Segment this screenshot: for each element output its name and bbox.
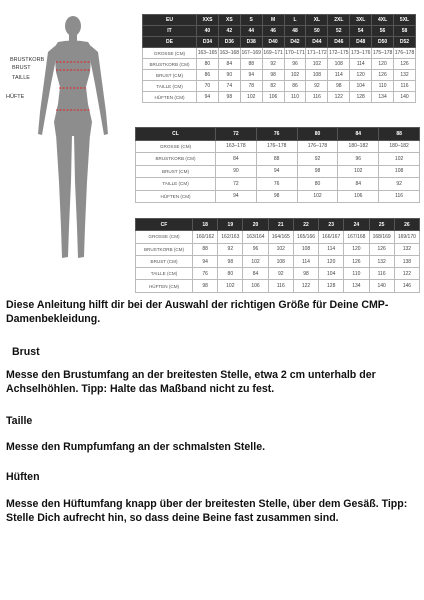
size-table-eu-row — [143, 59, 416, 70]
size-table-eu-header-cell: D44 — [306, 37, 328, 48]
size-table-eu-cell: 175–178 — [372, 48, 394, 59]
size-table-cf-cell: 122 — [293, 280, 318, 292]
size-table-cf-cell: 104 — [319, 268, 344, 280]
size-table-cf-cell: 114 — [293, 255, 318, 267]
size-table-eu-cell: 140 — [394, 92, 416, 103]
size-table-cf-cell: 92 — [218, 243, 243, 255]
size-table-eu-cell: 172–175 — [328, 48, 350, 59]
size-table-eu-cell: 114 — [328, 70, 350, 81]
size-table-eu-cell: 70 — [197, 81, 219, 92]
size-table-eu-header-cell: 44 — [240, 26, 262, 37]
size-table-eu-header-cell: XS — [218, 15, 240, 26]
size-table-cl-row — [136, 165, 420, 178]
size-table-cl-cell: 92 — [297, 153, 338, 166]
size-table-eu-row-label: BRUST (CM) — [143, 70, 197, 81]
size-table-eu-cell: 110 — [372, 81, 394, 92]
size-table-cl-row — [136, 190, 420, 203]
size-table-eu-cell: 86 — [197, 70, 219, 81]
brust-heading: Brust — [12, 346, 40, 358]
size-table-cf-cell: 140 — [369, 280, 394, 292]
size-table-cf-cell: 165/166 — [293, 231, 318, 243]
size-table-cf-cell: 92 — [268, 268, 293, 280]
size-table-cf-cell: 120 — [319, 255, 344, 267]
size-table-eu-cell: 132 — [394, 70, 416, 81]
size-table-eu-header-cell: 52 — [328, 26, 350, 37]
size-table-cl-cell: 94 — [216, 190, 257, 203]
size-table-eu-header-cell: L — [284, 15, 306, 26]
size-table-eu-cell: 98 — [328, 81, 350, 92]
size-table-eu-row-label: GROSSE (CM) — [143, 48, 197, 59]
size-table-eu-header-cell: 42 — [218, 26, 240, 37]
size-table-cf-cell: 102 — [268, 243, 293, 255]
size-table-eu-row — [143, 81, 416, 92]
size-table-eu-cell: 120 — [350, 70, 372, 81]
size-table-eu-header-cell: D42 — [284, 37, 306, 48]
body-measurement-figure — [6, 12, 128, 272]
size-table-cf-cell: 134 — [344, 280, 369, 292]
size-table-eu-cell: 163–165 — [197, 48, 219, 59]
size-table-eu-cell: 108 — [306, 70, 328, 81]
size-table-cf-cell: 108 — [268, 255, 293, 267]
size-table-eu-cell: 90 — [218, 70, 240, 81]
size-table-cl-header-cell: 88 — [379, 128, 420, 141]
size-table-eu-cell: 92 — [262, 59, 284, 70]
size-table-eu-cell: 74 — [218, 81, 240, 92]
size-table-cf-cell: 160/162 — [193, 231, 218, 243]
size-table-eu-header-cell: 48 — [284, 26, 306, 37]
size-table-cf-row-label: GROSSE (CM) — [136, 231, 193, 243]
size-table-cf-row — [136, 243, 420, 255]
size-table-eu-row — [143, 48, 416, 59]
size-table-cf-header-cell: CF — [136, 219, 193, 231]
size-table-cf-row — [136, 231, 420, 243]
taille-text: Messe den Rumpfumfang an der schmalsten Stelle. — [6, 441, 266, 453]
size-table-eu-header-cell: D38 — [240, 37, 262, 48]
size-table-eu-cell: 82 — [262, 81, 284, 92]
size-table-cf-row-label: BRUST (CM) — [136, 255, 193, 267]
size-table-cf-cell: 146 — [394, 280, 419, 292]
size-table-cf-row-label: TAILLE (CM) — [136, 268, 193, 280]
size-table-cl-cell: 102 — [297, 190, 338, 203]
female-silhouette-icon — [18, 12, 128, 272]
size-table-cl-row — [136, 140, 420, 153]
size-table-eu — [142, 14, 416, 103]
taille-heading: Taille — [6, 415, 33, 427]
size-table-cf-cell: 114 — [319, 243, 344, 255]
size-table-eu-cell: 102 — [306, 59, 328, 70]
size-table-eu-header-row — [143, 15, 416, 26]
size-table-eu-cell: 116 — [306, 92, 328, 103]
size-table-eu-cell: 169–171 — [262, 48, 284, 59]
size-table-eu-cell: 171–172 — [306, 48, 328, 59]
size-table-cl-cell: 84 — [216, 153, 257, 166]
size-table-cf-cell: 80 — [218, 268, 243, 280]
size-table-cf-cell: 106 — [243, 280, 268, 292]
size-table-eu-header-cell: D34 — [197, 37, 219, 48]
size-table-cf-header-row — [136, 219, 420, 231]
size-table-eu-cell: 80 — [197, 59, 219, 70]
size-table-cl-cell: 90 — [216, 165, 257, 178]
size-table-cl-cell: 76 — [256, 178, 297, 191]
size-table-cf-cell: 84 — [243, 268, 268, 280]
size-table-cl-row-label: TAILLE (CM) — [136, 178, 216, 191]
size-table-cf-cell: 94 — [193, 255, 218, 267]
size-table-cl-cell: 96 — [338, 153, 379, 166]
size-table-cf-row — [136, 280, 420, 292]
size-table-cf-cell: 167/168 — [344, 231, 369, 243]
size-table-cf-header-cell: 21 — [268, 219, 293, 231]
size-table-eu-header-cell: XXS — [197, 15, 219, 26]
size-table-eu-cell: 86 — [284, 81, 306, 92]
size-table-cl-header-cell: 76 — [256, 128, 297, 141]
figure-label-brust: BRUST — [12, 65, 31, 71]
size-table-cf-cell: 116 — [369, 268, 394, 280]
hueften-text: Messe den Hüftumfang knapp über der breitesten Stelle, über dem Gesäß. Tipp: Stelle Dich aufrecht hin, so dass deine Beine fast zusammen sind. — [6, 498, 408, 524]
size-table-eu-header-cell: 50 — [306, 26, 328, 37]
size-table-cl-header-cell: 72 — [216, 128, 257, 141]
size-table-eu-cell: 94 — [240, 70, 262, 81]
size-table-cf-cell: 102 — [218, 280, 243, 292]
size-table-cf-row — [136, 255, 420, 267]
size-table-cl-cell: 98 — [256, 190, 297, 203]
size-table-cf-cell: 76 — [193, 268, 218, 280]
size-table-eu-cell: 173–176 — [350, 48, 372, 59]
figure-label-taille: TAILLE — [12, 75, 30, 81]
size-table-eu-header-cell: 40 — [197, 26, 219, 37]
size-table-cl-cell: 116 — [379, 190, 420, 203]
size-table-eu-cell: 78 — [240, 81, 262, 92]
size-table-cl-header-cell: CL — [136, 128, 216, 141]
size-table-eu-cell: 104 — [350, 81, 372, 92]
size-table-cl-cell: 84 — [338, 178, 379, 191]
size-table-cl-cell: 163–178 — [216, 140, 257, 153]
size-table-cf-header-cell: 23 — [319, 219, 344, 231]
size-table-cl-row — [136, 178, 420, 191]
size-table-cf-header-cell: 19 — [218, 219, 243, 231]
size-table-cl-cell: 108 — [379, 165, 420, 178]
size-table-cl-row-label: BRUST (CM) — [136, 165, 216, 178]
size-table-eu-header-cell: 56 — [372, 26, 394, 37]
size-table-eu-header-cell: XL — [306, 15, 328, 26]
size-table-eu-header-cell: M — [262, 15, 284, 26]
size-table-cf-header-cell: 20 — [243, 219, 268, 231]
size-table-cl-cell: 92 — [379, 178, 420, 191]
size-table-cl-row-label: BRUSTKORB (CM) — [136, 153, 216, 166]
size-table-eu-cell: 116 — [394, 81, 416, 92]
size-table-cf — [135, 218, 420, 293]
intro-text: Diese Anleitung hilft dir bei der Auswahl der richtigen Größe für Deine CMP-Damenbekleidung. — [6, 299, 389, 325]
size-table-cf-cell: 138 — [394, 255, 419, 267]
size-table-cf-row-label: BRUSTKORB (CM) — [136, 243, 193, 255]
size-table-eu-row — [143, 70, 416, 81]
size-table-cf-cell: 98 — [193, 280, 218, 292]
size-table-cf-header-cell: 18 — [193, 219, 218, 231]
figure-label-brustkorb: BRUSTKORB — [10, 57, 45, 63]
size-table-cf-cell: 163/164 — [243, 231, 268, 243]
size-table-cf-cell: 126 — [344, 255, 369, 267]
size-table-eu-header-cell: DE — [143, 37, 197, 48]
size-table-eu-header-cell: 46 — [262, 26, 284, 37]
size-table-eu-cell: 108 — [328, 59, 350, 70]
size-table-eu-header-cell: D36 — [218, 37, 240, 48]
size-table-eu-cell: 106 — [262, 92, 284, 103]
size-table-eu-cell: 94 — [197, 92, 219, 103]
size-table-eu-cell: 110 — [284, 92, 306, 103]
size-table-cf-cell: 120 — [344, 243, 369, 255]
size-table-eu-header-cell: D52 — [394, 37, 416, 48]
size-table-cf-cell: 96 — [243, 243, 268, 255]
size-table-eu-header-cell: 5XL — [394, 15, 416, 26]
size-table-cf-cell: 110 — [344, 268, 369, 280]
size-table-eu-header-cell: IT — [143, 26, 197, 37]
size-table-eu-header-cell: D40 — [262, 37, 284, 48]
size-table-cf-cell: 132 — [369, 255, 394, 267]
size-table-eu-cell: 134 — [372, 92, 394, 103]
size-table-eu-header-cell: 2XL — [328, 15, 350, 26]
size-table-cl — [135, 127, 420, 203]
brust-text: Messe den Brustumfang an der breitesten Stelle, etwa 2 cm unterhalb der Achselhöhlen. Tipp: Halte das Maßband nicht zu fest. — [6, 369, 376, 395]
size-table-cf-cell: 88 — [193, 243, 218, 255]
size-table-eu-cell: 92 — [306, 81, 328, 92]
size-table-cf-header-cell: 26 — [394, 219, 419, 231]
size-table-eu-cell: 170–171 — [284, 48, 306, 59]
size-table-cl-header-row — [136, 128, 420, 141]
size-table-eu-cell: 163–168 — [218, 48, 240, 59]
size-table-cf-cell: 108 — [293, 243, 318, 255]
size-table-eu-header-row — [143, 37, 416, 48]
size-table-cl-cell: 102 — [379, 153, 420, 166]
size-table-cl-row-label: HÜFTEN (CM) — [136, 190, 216, 203]
size-table-eu-header-cell: 58 — [394, 26, 416, 37]
size-table-cf-cell: 122 — [394, 268, 419, 280]
size-table-eu-cell: 84 — [218, 59, 240, 70]
figure-label-huefte: HÜFTE — [6, 94, 25, 100]
size-table-eu-row-label: BRUSTKORB (CM) — [143, 59, 197, 70]
size-table-eu-cell: 122 — [328, 92, 350, 103]
size-table-eu-row — [143, 92, 416, 103]
size-table-eu-row-label: HÜFTEN (CM) — [143, 92, 197, 103]
size-table-eu-header-cell: 54 — [350, 26, 372, 37]
hueften-heading: Hüften — [6, 471, 40, 483]
size-table-cf-cell: 162/163 — [218, 231, 243, 243]
size-table-eu-cell: 128 — [350, 92, 372, 103]
size-table-eu-cell: 102 — [284, 70, 306, 81]
size-table-cf-cell: 102 — [243, 255, 268, 267]
size-table-eu-header-cell: 3XL — [350, 15, 372, 26]
size-table-eu-header-cell: D50 — [372, 37, 394, 48]
size-table-cl-header-cell: 80 — [297, 128, 338, 141]
size-table-cl-cell: 88 — [256, 153, 297, 166]
size-table-eu-header-row — [143, 26, 416, 37]
size-table-eu-cell: 176–178 — [394, 48, 416, 59]
size-table-cf-row — [136, 268, 420, 280]
size-table-cf-header-cell: 22 — [293, 219, 318, 231]
size-table-cl-row — [136, 153, 420, 166]
size-table-eu-cell: 88 — [240, 59, 262, 70]
size-table-cl-header-cell: 84 — [338, 128, 379, 141]
size-table-cl-cell: 80 — [297, 178, 338, 191]
size-table-cl-cell: 106 — [338, 190, 379, 203]
size-table-cf-cell: 168/169 — [369, 231, 394, 243]
size-table-cl-row-label: GROSSE (CM) — [136, 140, 216, 153]
size-table-eu-cell: 96 — [284, 59, 306, 70]
size-table-cf-cell: 169/170 — [394, 231, 419, 243]
size-table-eu-header-cell: 4XL — [372, 15, 394, 26]
size-table-eu-header-cell: D48 — [350, 37, 372, 48]
size-table-cf-cell: 166/167 — [319, 231, 344, 243]
size-table-cl-cell: 72 — [216, 178, 257, 191]
size-table-cf-cell: 98 — [218, 255, 243, 267]
size-table-eu-cell: 98 — [262, 70, 284, 81]
size-table-cf-header-cell: 25 — [369, 219, 394, 231]
size-table-eu-cell: 102 — [240, 92, 262, 103]
size-table-cf-row-label: HÜFTEN (CM) — [136, 280, 193, 292]
size-table-eu-cell: 167–169 — [240, 48, 262, 59]
size-table-cf-cell: 128 — [319, 280, 344, 292]
size-table-eu-cell: 126 — [394, 59, 416, 70]
size-table-cl-cell: 176–178 — [256, 140, 297, 153]
size-table-cf-cell: 116 — [268, 280, 293, 292]
size-table-eu-cell: 120 — [372, 59, 394, 70]
size-table-eu-cell: 114 — [350, 59, 372, 70]
size-table-eu-cell: 126 — [372, 70, 394, 81]
size-table-eu-header-cell: EU — [143, 15, 197, 26]
size-table-cl-cell: 176–178 — [297, 140, 338, 153]
size-table-cf-cell: 164/165 — [268, 231, 293, 243]
size-table-cl-cell: 180–182 — [338, 140, 379, 153]
size-table-eu-header-cell: S — [240, 15, 262, 26]
size-table-cf-cell: 98 — [293, 268, 318, 280]
size-table-eu-cell: 98 — [218, 92, 240, 103]
size-table-eu-row-label: TAILLE (CM) — [143, 81, 197, 92]
size-table-cf-cell: 126 — [369, 243, 394, 255]
size-table-cf-cell: 132 — [394, 243, 419, 255]
size-table-cl-cell: 102 — [338, 165, 379, 178]
size-table-cl-cell: 98 — [297, 165, 338, 178]
size-table-cl-cell: 94 — [256, 165, 297, 178]
size-table-cl-cell: 180–182 — [379, 140, 420, 153]
size-table-eu-header-cell: D46 — [328, 37, 350, 48]
size-table-cf-header-cell: 24 — [344, 219, 369, 231]
